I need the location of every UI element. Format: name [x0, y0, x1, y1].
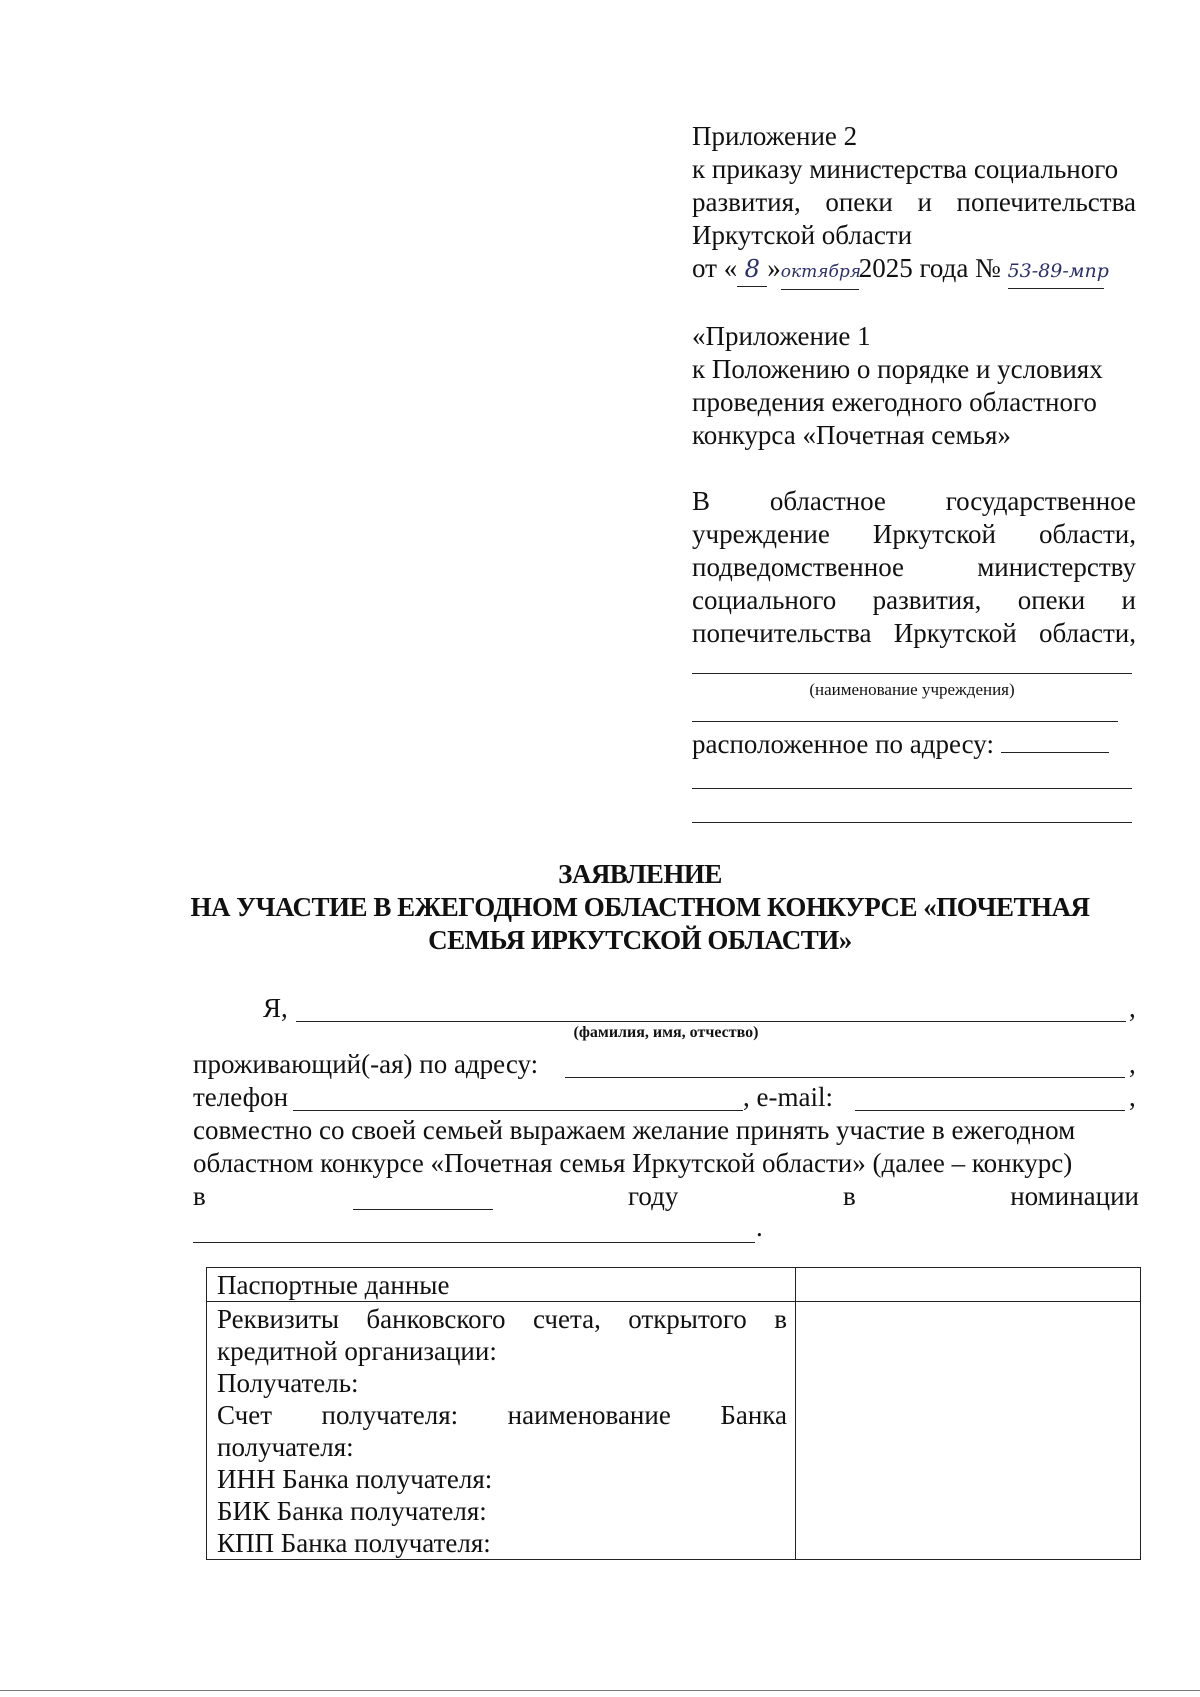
appendix-1-line-2: проведения ежегодного областного — [692, 387, 1097, 417]
document-title — [160, 858, 1120, 957]
institution-name-line[interactable] — [692, 673, 1132, 674]
applicant-fio-field[interactable] — [296, 993, 1126, 1022]
title-line-1: ЗАЯВЛЕНИЕ — [558, 859, 722, 889]
statement-line-1: совместно со своей семьей выражаем желание принять участие в ежегодном — [193, 1115, 1076, 1145]
institution-caption: (наименование учреждения) — [809, 680, 1015, 699]
passport-value-cell[interactable] — [796, 1268, 1141, 1302]
institution-address-field[interactable] — [1001, 728, 1109, 753]
statement-line-2: областном конкурсе «Почетная семья Иркутской области» (далее – конкурс) — [193, 1148, 1073, 1178]
appendix-1-line-3: конкурса «Почетная семья» — [692, 420, 1011, 450]
title-line-2: НА УЧАСТИЕ В ЕЖЕГОДНОМ ОБЛАСТНОМ КОНКУРСЕ «ПОЧЕТНАЯ — [190, 892, 1090, 922]
institution-address-row — [692, 728, 1136, 761]
table-row — [207, 1302, 1141, 1560]
email-field[interactable] — [855, 1082, 1125, 1111]
appendix-2-block — [692, 120, 1136, 290]
phone-field[interactable] — [293, 1082, 743, 1111]
document-page: Приложение 2 к приказу министерства социального развития, опеки и попечительства Иркутской области от « 8 »октября2025 года № 53-89-мпр «Приложение 1 к Положению о порядке и условиях проведения ежегодного областного конкурса «Почетная семья» В областное государственное учреждение Иркутской области, подведомственное министерству социального развития, опеки и попечительства Иркутской области, (наименование учреждения) расположенное по адресу: ЗАЯВЛЕНИЕ НА УЧАСТИЕ В ЕЖЕГОДНОМ ОБЛАСТНОМ КОНКУРСЕ «ПОЧЕТНАЯ СЕМЬЯ ИРКУТСКОЙ ОБЛАСТИ» Я, , (фамилия, имя, отчество) проживающий(-ая) по адресу: , телефон , e-mail: , совместно со своей семьей выражаем желание принять участие в ежегодном областном конкурсе «Почетная семья Иркутской области» (далее – конкурс) в году в номинации . Паспортные данные Реквизиты банковского счета, открытого в кредитной организации: Получатель: Счет получателя: наименование Банка получателя: ИНН Банка получателя: БИК Банка получателя: КПП Банка получателя: — [0, 0, 1200, 1697]
institution-address-label: расположенное по адресу: — [692, 729, 994, 759]
recipient-line-1: В областное государственное — [692, 486, 1136, 516]
recipient-block — [692, 485, 1136, 650]
appendix-1-line-1: к Положению о порядке и условиях — [692, 354, 1103, 384]
recipient-line-5: попечительства Иркутской области, — [692, 618, 1136, 648]
appendix-2-title: Приложение 2 — [692, 121, 858, 151]
bank-requisites-label-cell: Реквизиты банковского счета, открытого в кредитной организации: Получатель: Счет получателя: наименование Банка получателя: ИНН Банка получателя: БИК Банка получателя: КПП Банка получателя: — [207, 1302, 796, 1560]
applicant-address-field[interactable] — [565, 1049, 1125, 1078]
year-field[interactable] — [353, 1181, 493, 1210]
order-line-2: развития, опеки и попечительства — [692, 187, 1136, 217]
address-label: проживающий(-ая) по адресу: — [193, 1049, 539, 1079]
title-line-3: СЕМЬЯ ИРКУТСКОЙ ОБЛАСТИ» — [428, 925, 852, 955]
nomination-field[interactable] — [193, 1212, 755, 1243]
order-date-line: от « 8 »октября2025 года № 53-89-мпр — [692, 252, 1136, 290]
appendix-1-title: «Приложение 1 — [692, 321, 871, 351]
recipient-line-3: подведомственное министерству — [692, 552, 1136, 582]
institution-address-line-2[interactable] — [692, 788, 1132, 789]
passport-label-cell: Паспортные данные — [207, 1268, 796, 1302]
requisites-table — [206, 1267, 1141, 1560]
handwritten-day: 8 — [744, 255, 760, 283]
table-row — [207, 1268, 1141, 1302]
phone-label: телефон — [193, 1082, 289, 1112]
email-label: , e-mail: — [743, 1082, 833, 1112]
page-bottom-rule — [0, 1690, 1200, 1691]
recipient-line-2: учреждение Иркутской области, — [692, 519, 1136, 549]
i-label: Я, — [263, 993, 288, 1023]
appendix-1-block — [692, 320, 1136, 452]
handwritten-month: октября — [780, 262, 861, 282]
bank-requisites-value-cell[interactable] — [796, 1302, 1141, 1560]
order-line-1: к приказу министерства социального — [692, 154, 1119, 184]
fio-caption: (фамилия, имя, отчество) — [573, 1024, 759, 1041]
recipient-line-4: социального развития, опеки и — [692, 585, 1136, 615]
institution-address-line-3[interactable] — [692, 822, 1132, 823]
order-line-3: Иркутской области — [692, 220, 913, 250]
institution-name-line-2[interactable] — [692, 721, 1118, 722]
handwritten-order-number: 53-89-мпр — [1007, 260, 1109, 282]
